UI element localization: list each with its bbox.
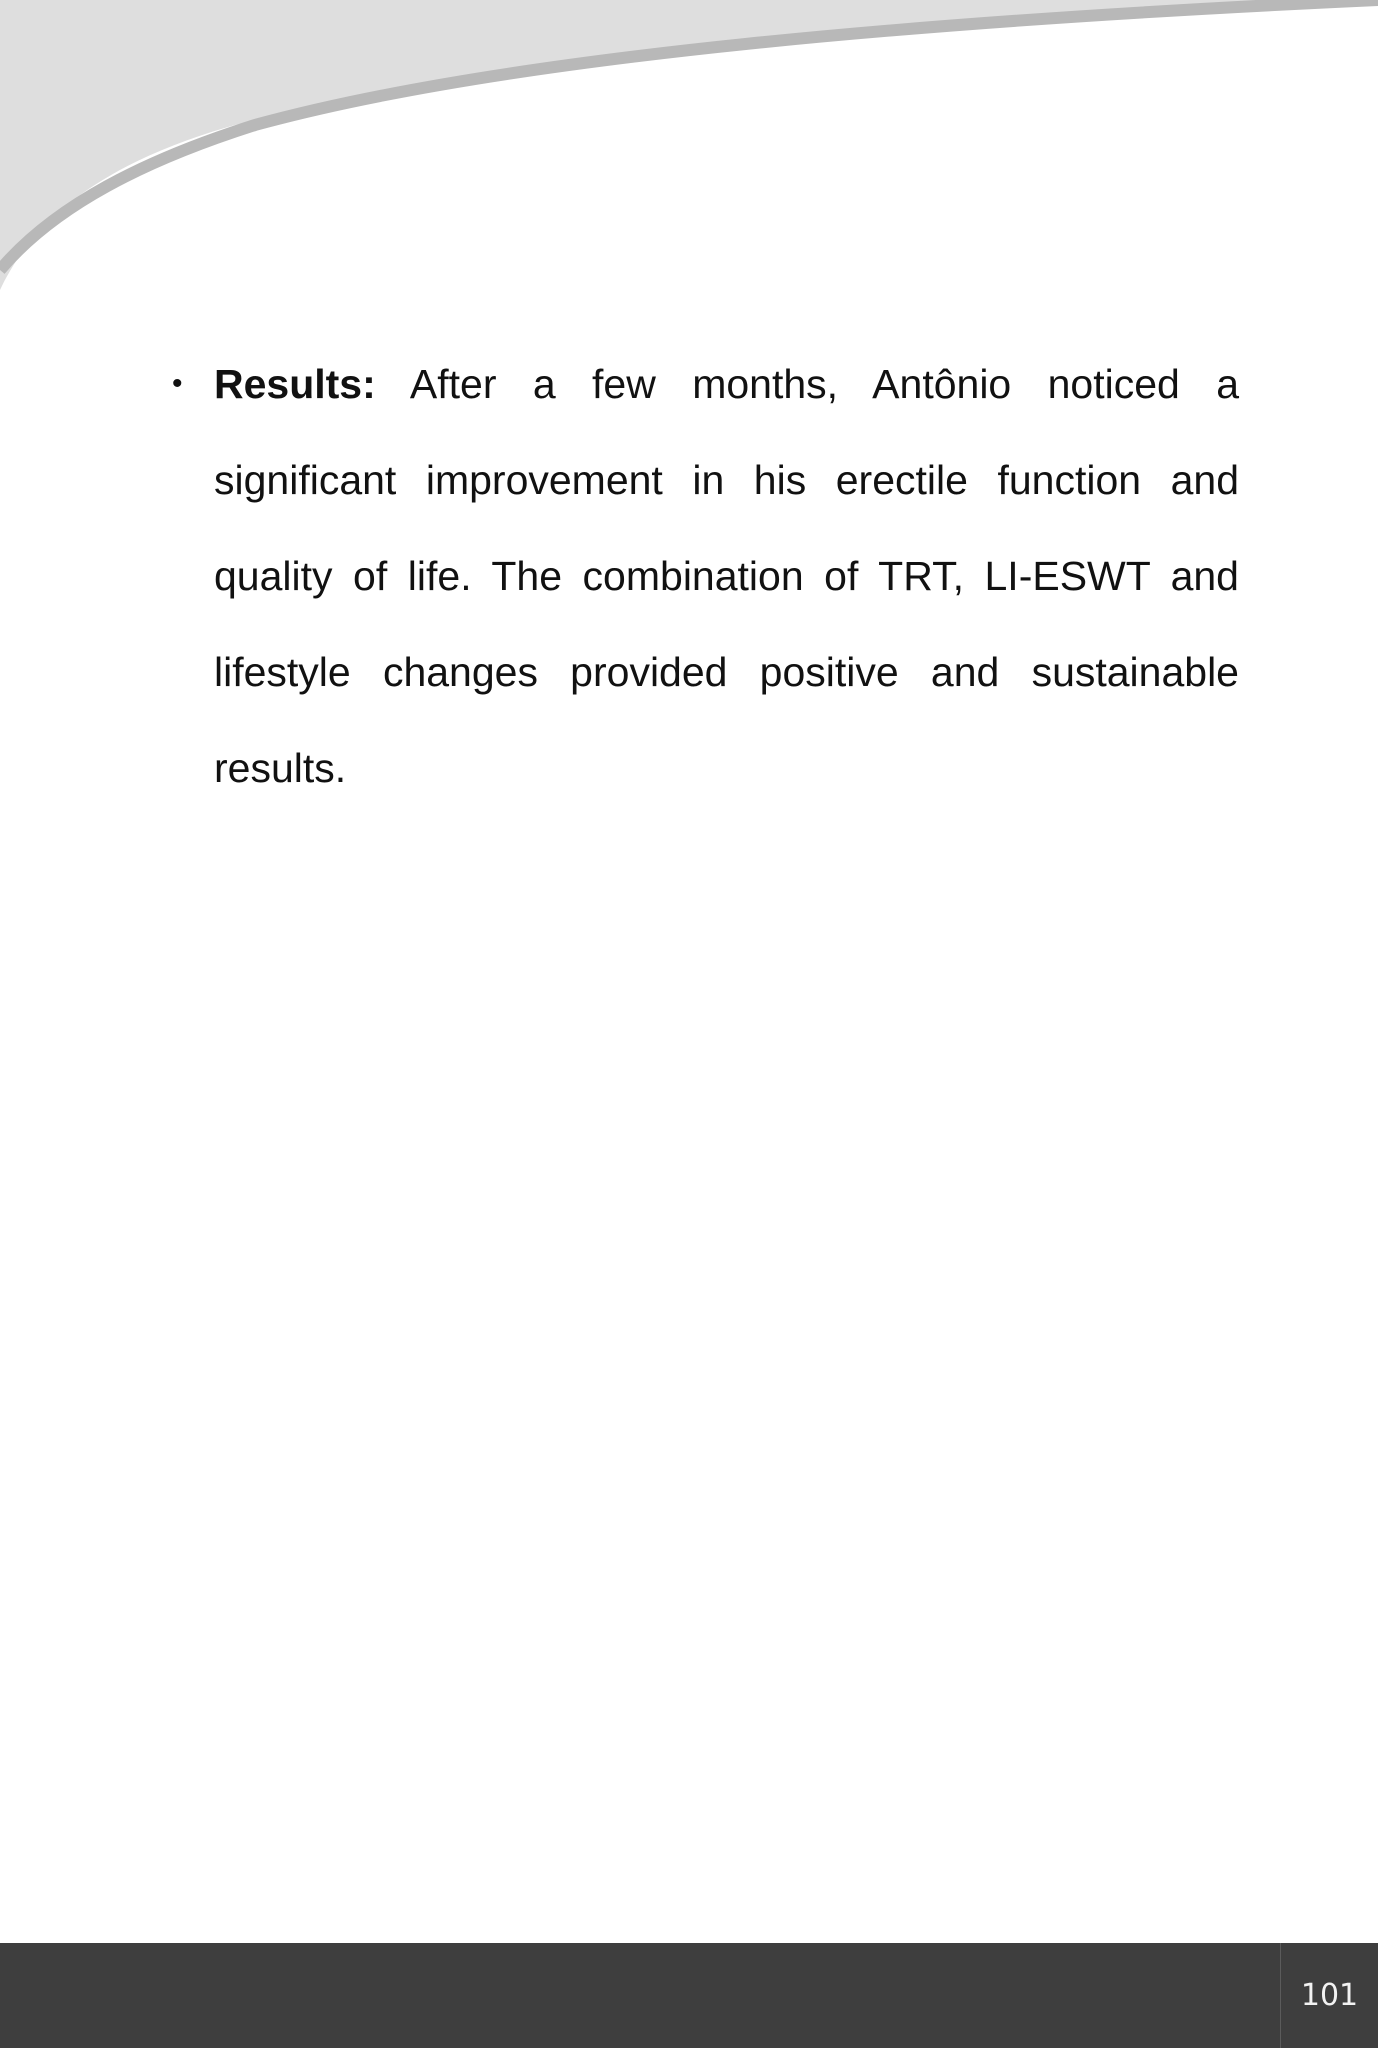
header-swoosh-decoration <box>0 0 1378 300</box>
bullet-icon: • <box>172 367 183 400</box>
footer-bar <box>0 1943 1378 2048</box>
results-label: Results: <box>214 361 376 407</box>
document-content <box>172 336 1239 816</box>
page-number: 101 <box>1280 1943 1378 2048</box>
results-bullet-item <box>172 336 1239 816</box>
results-text: After a few months, Antônio noticed a significant improvement in his erectile function and quality of life. The combination of TRT, LI-ESWT and lifestyle changes provided positive and sustainable results. <box>214 361 1239 791</box>
